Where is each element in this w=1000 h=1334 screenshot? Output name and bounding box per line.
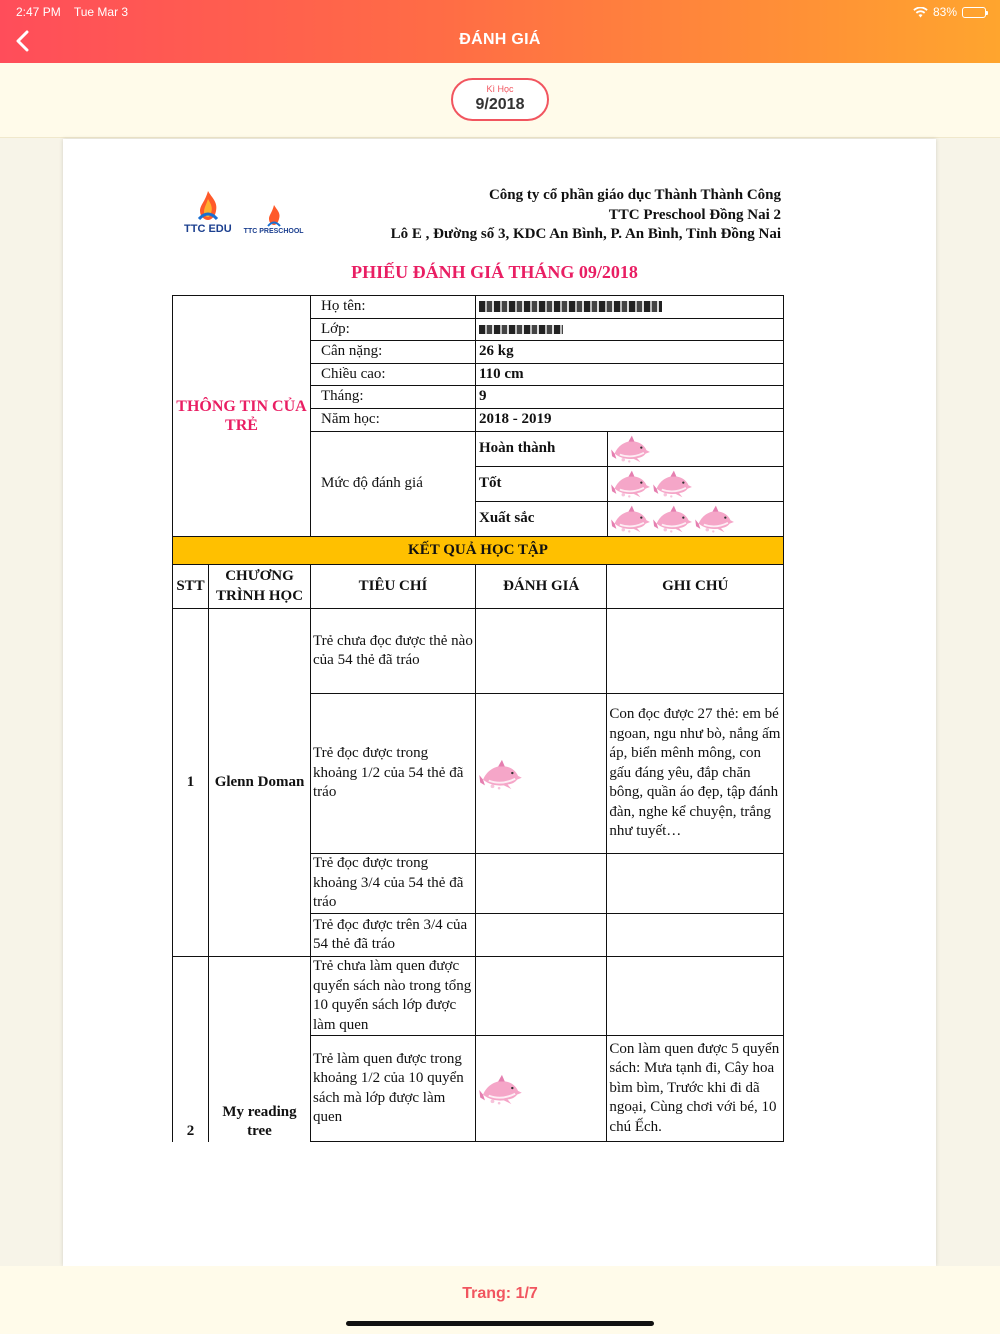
level-row [476,501,783,536]
levels-cell [476,432,784,537]
dolphin-icon [479,1072,523,1106]
report-title-text: PHIẾU ĐÁNH GIÁ THÁNG 09/2018 [351,262,638,282]
note-cell: Con làm quen được 5 quyển sách: Mưa tạnh đi, Cây hoa bìm bìm, Trước khi đi dã ngoại, Cùng chơi với bé, 10 chú Ếch. [607,1036,784,1142]
company-info [391,186,781,245]
ttc-edu-logo [184,189,232,235]
dolphin-icon [611,433,651,464]
program-header: CHƯƠNG TRÌNH HỌC [209,565,311,609]
dolphin-icon [653,468,693,499]
criteria-cell: Trẻ làm quen được trong khoảng 1/2 của 10 quyển sách mà lớp được làm quen [311,1036,476,1142]
report-title [63,262,936,283]
evaluation-table [172,295,784,1142]
child-info-header: THÔNG TIN CỦA TRẺ [173,296,311,537]
height-label: Chiều cao: [311,364,476,386]
wifi-icon [913,7,928,18]
ttc-preschool-logo [244,204,304,235]
level-name: Xuất sắc [476,501,607,536]
program-name: Glenn Doman [209,609,311,957]
stt-header: STT [173,565,209,609]
year-label: Năm học: [311,409,476,432]
level-row [476,432,783,466]
page-indicator[interactable]: Trang: 1/7 [462,1285,538,1302]
month-label: Tháng: [311,386,476,409]
program-stt: 2 [173,957,209,1142]
report-page[interactable] [63,139,936,1266]
app-header [0,0,1000,63]
level-name: Tốt [476,466,607,501]
redacted-class [479,325,563,334]
results-section-bar: KẾT QUẢ HỌC TẬP [173,537,784,565]
rating-cell [476,957,607,1036]
month-value: 9 [476,386,784,409]
flame-logo-small-icon [263,204,285,228]
program-stt: 1 [173,609,209,957]
weight-value: 26 kg [476,341,784,364]
dolphin-icon [611,503,651,534]
status-bar-left [16,5,138,19]
level-dolphins [607,466,783,501]
levels-table [476,432,783,536]
logo-ttc-edu-text: TTC EDU [184,223,232,235]
criteria-cell: Trẻ chưa đọc được thẻ nào của 54 thẻ đã tráo [311,609,476,694]
level-row [476,466,783,501]
height-value: 110 cm [476,364,784,386]
company-branch: TTC Preschool Đồng Nai 2 [608,206,781,223]
note-cell [607,957,784,1036]
company-address: Lô E , Đường số 3, KDC An Bình, P. An Bình, Tỉnh Đồng Nai [390,226,781,242]
term-value: 9/2018 [475,96,525,113]
dolphin-icon [611,468,651,499]
rating-cell [476,854,607,914]
class-label: Lớp: [311,319,476,341]
note-cell [607,914,784,957]
dolphin-icon [479,757,523,791]
program-name: My reading tree [209,957,311,1142]
results-row [173,609,784,694]
rating-header: ĐÁNH GIÁ [476,565,607,609]
note-cell: Con đọc được 27 thẻ: em bé ngoan, ngu như bò, nắng ấm áp, biển mênh mông, con gấu đáng yêu, đắp chăn bông, quần áo đẹp, tập đánh đàn, nghe kể chuyện, trắng như tuyết… [607,694,784,854]
pagination-footer [0,1266,1000,1334]
criteria-cell: Trẻ đọc được trong khoảng 3/4 của 54 thẻ đã tráo [311,854,476,914]
battery-icon [962,7,986,18]
dolphin-icon [695,503,735,534]
year-value: 2018 - 2019 [476,409,784,432]
home-indicator-bar[interactable] [346,1321,654,1326]
term-selector-area [0,63,1000,138]
criteria-cell: Trẻ chưa làm quen được quyển sách nào trong tổng 10 quyển sách lớp được làm quen [311,957,476,1036]
name-value [476,296,784,319]
results-row [173,957,784,1036]
rating-cell [476,694,607,854]
level-name: Hoàn thành [476,432,607,466]
level-dolphins [607,501,783,536]
criteria-cell: Trẻ đọc được trên 3/4 của 54 thẻ đã tráo [311,914,476,957]
rating-cell [476,1036,607,1142]
status-bar-right [913,5,986,19]
criteria-cell: Trẻ đọc được trong khoảng 1/2 của 54 thẻ đã tráo [311,694,476,854]
note-header: GHI CHÚ [607,565,784,609]
status-time: 2:47 PM [16,5,61,19]
note-cell [607,609,784,694]
level-label: Mức độ đánh giá [311,432,476,537]
class-value [476,319,784,341]
battery-percent: 83% [932,5,957,19]
rating-cell [476,914,607,957]
weight-label: Cân nặng: [311,341,476,364]
dolphin-icon [653,503,693,534]
logo-ttc-preschool-text: TTC PRESCHOOL [243,228,304,235]
rating-cell [476,609,607,694]
redacted-name [479,301,662,312]
status-date: Tue Mar 3 [73,5,129,19]
flame-logo-icon [191,189,225,223]
company-name: Công ty cổ phần giáo dục Thành Thành Công [488,187,781,203]
criteria-header: TIÊU CHÍ [311,565,476,609]
note-cell [607,854,784,914]
term-label: Kì Học [486,84,514,94]
term-selector-button[interactable] [451,78,549,121]
page-title: ĐÁNH GIÁ [459,31,541,48]
name-label: Họ tên: [311,296,476,319]
school-logos [184,189,304,235]
level-dolphins [607,432,783,466]
